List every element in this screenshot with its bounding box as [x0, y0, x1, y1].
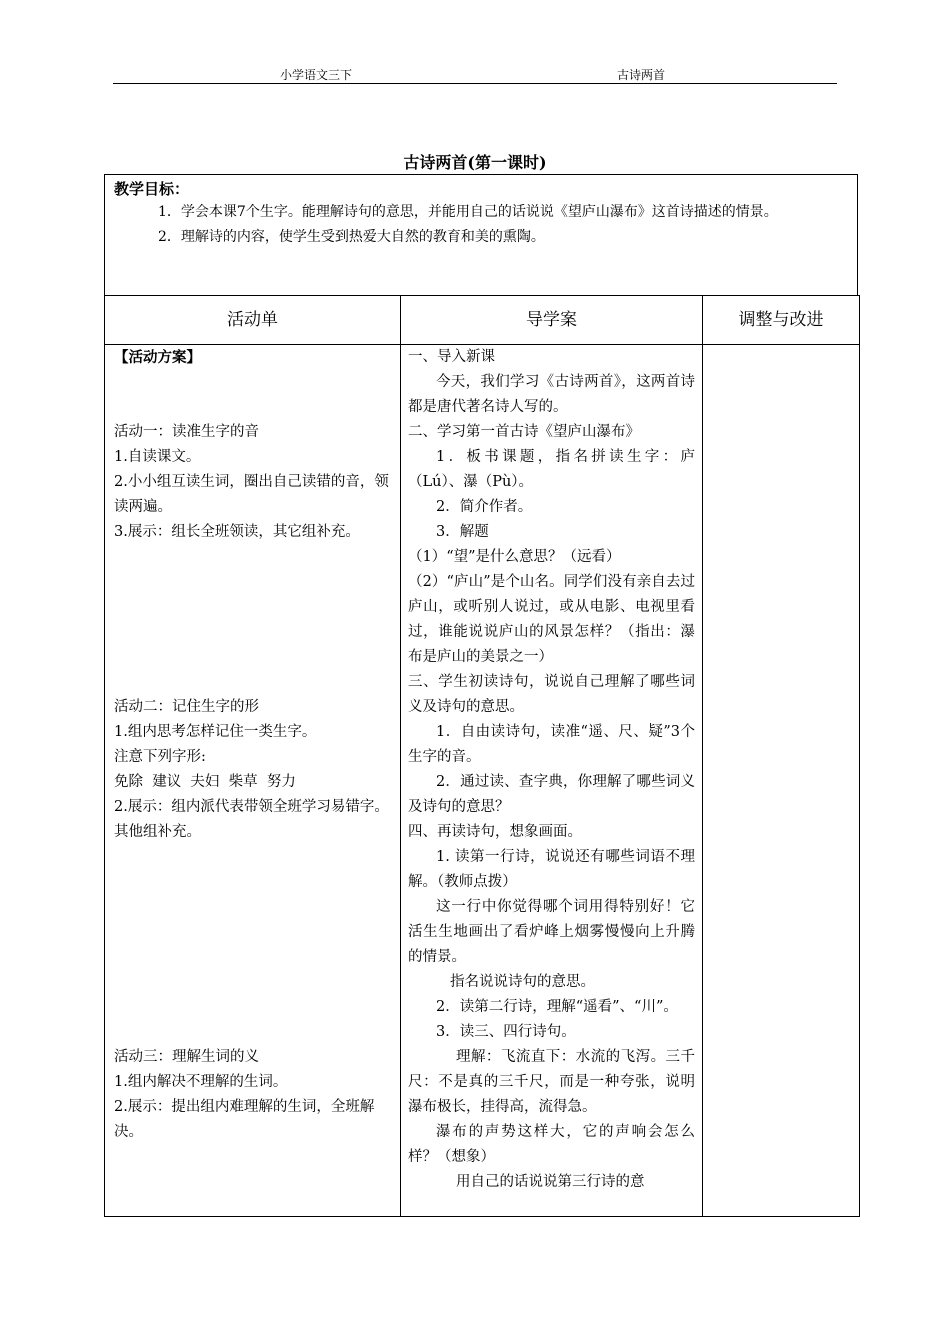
header-rule	[113, 83, 837, 84]
column-header-adjust: 调整与改进	[702, 295, 860, 345]
guide-section-2: 二、学习第一首古诗《望庐山瀑布》	[408, 424, 640, 440]
guide-section-4-item-3c: 用自己的话说说第三行诗的意	[456, 1174, 645, 1190]
activity-cell	[104, 344, 401, 1217]
guide-section-2-item-1: 1．板书课题，指名拼读生字：庐（Lú）、瀑（Pù）。	[408, 449, 695, 490]
guide-section-3-item-1: 1．自由读诗句，读准“遥、尺、疑”3个生字的音。	[408, 724, 695, 765]
spacer	[114, 645, 400, 670]
guide-section-3: 三、学生初读诗句，说说自己理解了哪些词义及诗句的意思。	[408, 674, 695, 715]
activity-2-step-1: 1.组内思考怎样记住一类生字。	[114, 724, 317, 740]
column-header-activity: 活动单	[104, 295, 401, 345]
teaching-goal-1: 1．学会本课7个生字。能理解诗句的意思，并能用自己的话说说《望庐山瀑布》这首诗描述的情景。	[158, 204, 778, 220]
activity-3-title: 活动三：理解生词的义	[114, 1049, 259, 1065]
teaching-goals-box	[104, 174, 858, 296]
column-header-guide: 导学案	[400, 295, 703, 345]
page-title: 古诗两首(第一课时)	[403, 153, 547, 172]
guide-section-1-text: 今天，我们学习《古诗两首》，这两首诗都是唐代著名诗人写的。	[408, 374, 695, 415]
guide-section-4-item-3b: 瀑布的声势这样大，它的声响会怎么样？（想象）	[408, 1124, 695, 1165]
lesson-table	[104, 295, 860, 1217]
spacer	[114, 970, 400, 995]
adjust-cell	[702, 344, 860, 1217]
activity-2-words: 免除 建议 夫妇 柴草 努力	[114, 774, 296, 790]
activity-1-step-2: 2.小小组互读生词，圈出自己读错的音，领读两遍。	[114, 474, 389, 515]
header-course: 小学语文三下	[280, 68, 353, 82]
spacer	[114, 895, 400, 920]
guide-section-4-item-1c: 指名说说诗句的意思。	[450, 974, 595, 990]
spacer	[114, 945, 400, 970]
activity-2-step-2: 2.展示：组内派代表带领全班学习易错字。其他组补充。	[114, 799, 389, 840]
guide-section-4: 四、再读诗句，想象画面。	[408, 824, 582, 840]
activity-2-title: 活动二：记住生字的形	[114, 699, 259, 715]
guide-section-4-item-3a: 理解：飞流直下：水流的飞泻。三千尺：不是真的三千尺，而是一种夸张，说明瀑布极长，挂得高，流得急。	[408, 1049, 695, 1115]
guide-section-4-item-3: 3．读三、四行诗句。	[436, 1024, 576, 1040]
spacer	[114, 995, 400, 1020]
guide-cell	[400, 344, 703, 1217]
activity-3-step-2: 2.展示：提出组内难理解的生词，全班解决。	[114, 1099, 375, 1140]
guide-section-2-item-3b: （2）“庐山”是个山名。同学们没有亲自去过庐山，或听别人说过，或从电影、电视里看过，谁能说说庐山的风景怎样？（指出：瀑布是庐山的美景之一）	[408, 574, 695, 665]
spacer	[114, 595, 400, 620]
guide-section-1: 一、导入新课	[408, 349, 495, 365]
guide-section-3-item-2: 2．通过读、查字典，你理解了哪些词义及诗句的意思？	[408, 774, 695, 815]
spacer	[114, 920, 400, 945]
spacer	[114, 545, 400, 570]
spacer	[114, 1020, 400, 1045]
spacer	[114, 370, 400, 395]
teaching-goals-heading: 教学目标：	[114, 180, 190, 198]
spacer	[114, 670, 400, 695]
activity-plan-heading: 【活动方案】	[114, 349, 201, 366]
guide-section-4-item-1: 1. 读第一行诗，说说还有哪些词语不理解。（教师点拨）	[408, 849, 695, 890]
guide-section-4-item-2: 2．读第二行诗，理解“遥看”、“川”。	[436, 999, 678, 1015]
activity-3-step-1: 1.组内解决不理解的生词。	[114, 1074, 288, 1090]
activity-2-note: 注意下列字形:	[114, 749, 206, 765]
spacer	[114, 870, 400, 895]
spacer	[114, 620, 400, 645]
spacer	[114, 395, 400, 420]
header-lesson: 古诗两首	[617, 68, 666, 82]
guide-section-2-item-3a: （1）“望”是什么意思？（远看）	[408, 549, 621, 565]
activity-1-step-3: 3.展示：组长全班领读，其它组补充。	[114, 524, 360, 540]
activity-1-title: 活动一：读准生字的音	[114, 424, 259, 440]
guide-section-4-item-1b: 这一行中你觉得哪个词用得特别好！它活生生地画出了看炉峰上烟雾慢慢向上升腾的情景。	[408, 899, 695, 965]
activity-1-step-1: 1.自读课文。	[114, 449, 201, 465]
guide-section-2-item-2: 2．简介作者。	[436, 499, 533, 515]
spacer	[114, 570, 400, 595]
teaching-goal-2: 2．理解诗的内容，使学生受到热爱大自然的教育和美的熏陶。	[158, 229, 545, 245]
guide-section-2-item-3: 3．解题	[436, 524, 489, 540]
spacer	[114, 845, 400, 870]
